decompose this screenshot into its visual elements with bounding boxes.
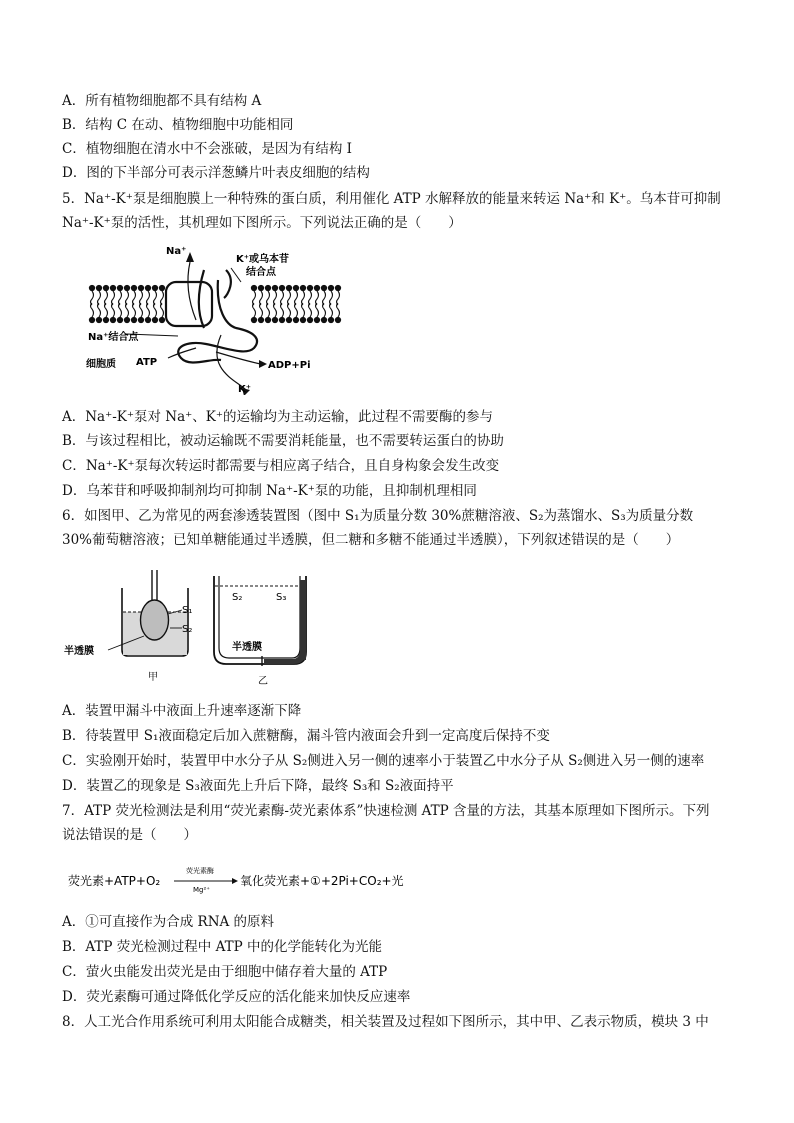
lipid-tail [133,291,136,305]
lipid-tail [323,291,326,305]
q7-stem-line-2: 说法错误的是（ ） [62,827,197,843]
lipid-head [307,317,312,322]
q5-stem-line-2: Na⁺-K⁺泵的活性，其机理如下图所示。下列说法正确的是（ ） [62,215,462,231]
q6-option-b: B．待装置甲 S₁液面稳定后加入蔗糖酶，漏斗管内液面会升到一定高度后保持不变 [62,728,550,744]
label-s2-jia: S₂ [182,624,193,635]
label-s1: S₁ [182,605,193,616]
lipid-head [131,317,136,322]
q6-option-c: C．实验刚开始时，装置甲中水分子从 S₂侧进入另一侧的速率小于装置乙中水分子从 S₂侧进入另一侧的速率 [62,753,705,769]
lipid-head [314,285,319,290]
lipid-tail [112,303,115,317]
lipid-head [89,285,94,290]
lipid-head [321,285,326,290]
lipid-tail [91,303,94,317]
q6-stem-line-1: 6．如图甲、乙为常见的两套渗透装置图（图中 S₁为质量分数 30%蔗糖溶液、S₂为蒸馏水、S₃为质量分数 [62,508,694,524]
equation-left: 荧光素+ATP+O₂ [68,874,161,888]
lipid-head [293,317,298,322]
lipid-head [293,285,298,290]
q5-option-b: B．与该过程相比，被动运输既不需要消耗能量，也不需要转运蛋白的协助 [62,433,504,449]
label-atp: ATP [136,357,158,368]
lipid-head [307,285,312,290]
lipid-head [124,317,129,322]
lipid-tail [126,291,129,305]
lipid-head [279,285,284,290]
lipid-head [96,285,101,290]
q7-option-c: C．萤火虫能发出荧光是由于细胞中储存着大量的 ATP [62,964,388,980]
label-membrane-jia: 半透膜 [64,646,94,657]
q4-option-b: B．结构 C 在动、植物细胞中功能相同 [62,117,294,133]
lipid-head [265,285,270,290]
lipid-tail [274,303,277,317]
lipid-head [251,285,256,290]
k-arrow [217,335,246,390]
lipid-tail [267,291,270,305]
lipid-head [89,317,94,322]
lipid-head [124,285,129,290]
lipid-head [258,317,263,322]
lipid-tail [91,291,94,305]
lipid-head [96,317,101,322]
label-s2-yi: S₂ [232,592,243,603]
label-k-site-1: K⁺或乌本苷 [236,254,290,265]
lipid-tail [337,291,340,305]
osmosis-devices-figure [64,566,324,691]
lipid-tail [147,291,150,305]
lipid-head [110,317,115,322]
q4-option-c: C．植物细胞在清水中不会涨破，是因为有结构 I [62,141,352,157]
lipid-head [131,285,136,290]
label-na-site: Na⁺结合点 [88,332,139,343]
lipid-tail [105,303,108,317]
device-yi [214,576,306,687]
label-cytoplasm: 细胞质 [86,359,116,370]
atp-arrow [168,348,196,358]
lipid-head [321,317,326,322]
equation-right: 氧化荧光素+①+2Pi+CO₂+光 [240,874,404,888]
q7-option-a: A．①可直接作为合成 RNA 的原料 [62,914,275,930]
lipid-tail [274,291,277,305]
label-na-top: Na⁺ [166,246,187,257]
lipid-head [117,285,122,290]
lipid-tail [281,291,284,305]
lipid-head [110,285,115,290]
lipid-tail [140,303,143,317]
q6-stem-line-2: 30%葡萄糖溶液；已知单糖能通过半透膜，但二糖和多糖不能通过半透膜），下列叙述错误的是（ ） [62,532,680,548]
lipid-head [145,317,150,322]
equation-above-arrow: 荧光素酶 [186,867,214,875]
lipid-tail [309,291,312,305]
lipid-head [300,285,305,290]
reaction-arrow [232,878,238,884]
lipid-tail [98,291,101,305]
lipid-head [265,317,270,322]
na-k-pump-figure [86,240,346,395]
q4-option-d: D．图的下半部分可表示洋葱鳞片叶表皮细胞的结构 [62,165,370,181]
lipid-head [138,317,143,322]
label-s3: S₃ [276,592,287,603]
lipid-head [335,285,340,290]
lipid-tail [119,303,122,317]
lipid-head [103,317,108,322]
lipid-head [159,317,164,322]
label-k-site-2: 结合点 [246,267,276,278]
label-yi: 乙 [258,676,268,687]
lipid-head [272,317,277,322]
q8-stem-line-1: 8．人工光合作用系统可利用太阳能合成糖类，相关装置及过程如下图所示，其中甲、乙表示物质，模块 3 中 [62,1014,709,1030]
label-membrane-yi: 半透膜 [232,642,262,653]
lipid-tail [302,303,305,317]
equation-below-arrow: Mg²⁺ [193,886,210,894]
q7-option-b: B．ATP 荧光检测过程中 ATP 中的化学能转化为光能 [62,939,382,955]
lipid-tail [140,291,143,305]
lipid-head [272,285,277,290]
lipid-head [117,317,122,322]
lipid-head [138,285,143,290]
lipid-head [251,317,256,322]
lipid-tail [154,303,157,317]
lipid-tail [281,303,284,317]
lipid-tail [98,303,101,317]
lipid-head [159,285,164,290]
lipid-tail [330,291,333,305]
lipid-tail [323,303,326,317]
lipid-tail [260,303,263,317]
lipid-head [286,317,291,322]
label-k-bottom: K⁺ [238,384,252,395]
device-jia [64,570,192,683]
lipid-head [152,317,157,322]
lipid-tail [302,291,305,305]
adp-arrow [216,352,261,364]
phospholipid-bilayer [89,285,340,322]
lipid-tail [126,303,129,317]
lipid-head [328,317,333,322]
lipid-tail [133,303,136,317]
lipid-head [328,285,333,290]
lipid-tail [267,303,270,317]
lipid-tail [316,303,319,317]
lipid-head [279,317,284,322]
q5-option-a: A．Na⁺-K⁺泵对 Na⁺、K⁺的运输均为主动运输，此过程不需要酶的参与 [62,409,493,425]
lipid-tail [154,291,157,305]
q6-option-a: A．装置甲漏斗中液面上升速率逐渐下降 [62,703,302,719]
lipid-tail [260,291,263,305]
lipid-tail [147,303,150,317]
lipid-tail [112,291,115,305]
lipid-head [152,285,157,290]
lipid-tail [119,291,122,305]
lipid-tail [316,291,319,305]
lipid-tail [309,303,312,317]
lipid-head [145,285,150,290]
q5-option-d: D．乌苯苷和呼吸抑制剂均可抑制 Na⁺-K⁺泵的功能，且抑制机理相同 [62,483,477,499]
q5-option-c: C．Na⁺-K⁺泵每次转运时都需要与相应离子结合，且自身构象会发生改变 [62,458,500,474]
luciferase-equation [68,862,428,896]
lipid-tail [295,291,298,305]
lipid-tail [253,303,256,317]
lipid-head [300,317,305,322]
lipid-head [258,285,263,290]
q7-option-d: D．荧光素酶可通过降低化学反应的活化能来加快反应速率 [62,989,411,1005]
lipid-tail [161,303,164,317]
lipid-head [314,317,319,322]
q7-stem-line-1: 7．ATP 荧光检测法是利用“荧光素酶-荧光素体系”快速检测 ATP 含量的方法，其基本原理如下图所示。下列 [62,803,710,819]
label-adp: ADP+Pi [268,360,311,371]
lipid-tail [288,291,291,305]
lipid-tail [105,291,108,305]
lipid-tail [253,291,256,305]
lipid-head [103,285,108,290]
lipid-tail [288,303,291,317]
lipid-tail [295,303,298,317]
lipid-head [286,285,291,290]
q4-option-a: A．所有植物细胞都不具有结构 A [62,93,262,109]
q6-option-d: D．装置乙的现象是 S₃液面先上升后下降，最终 S₃和 S₂液面持平 [62,778,454,794]
pump-square-domain [166,282,212,326]
lipid-tail [161,291,164,305]
lipid-tail [337,303,340,317]
q5-stem-line-1: 5．Na⁺-K⁺泵是细胞膜上一种特殊的蛋白质，利用催化 ATP 水解释放的能量来转运 Na⁺和 K⁺。乌本苷可抑制 [62,191,721,207]
lipid-head [335,317,340,322]
lipid-tail [330,303,333,317]
label-jia: 甲 [148,672,158,683]
